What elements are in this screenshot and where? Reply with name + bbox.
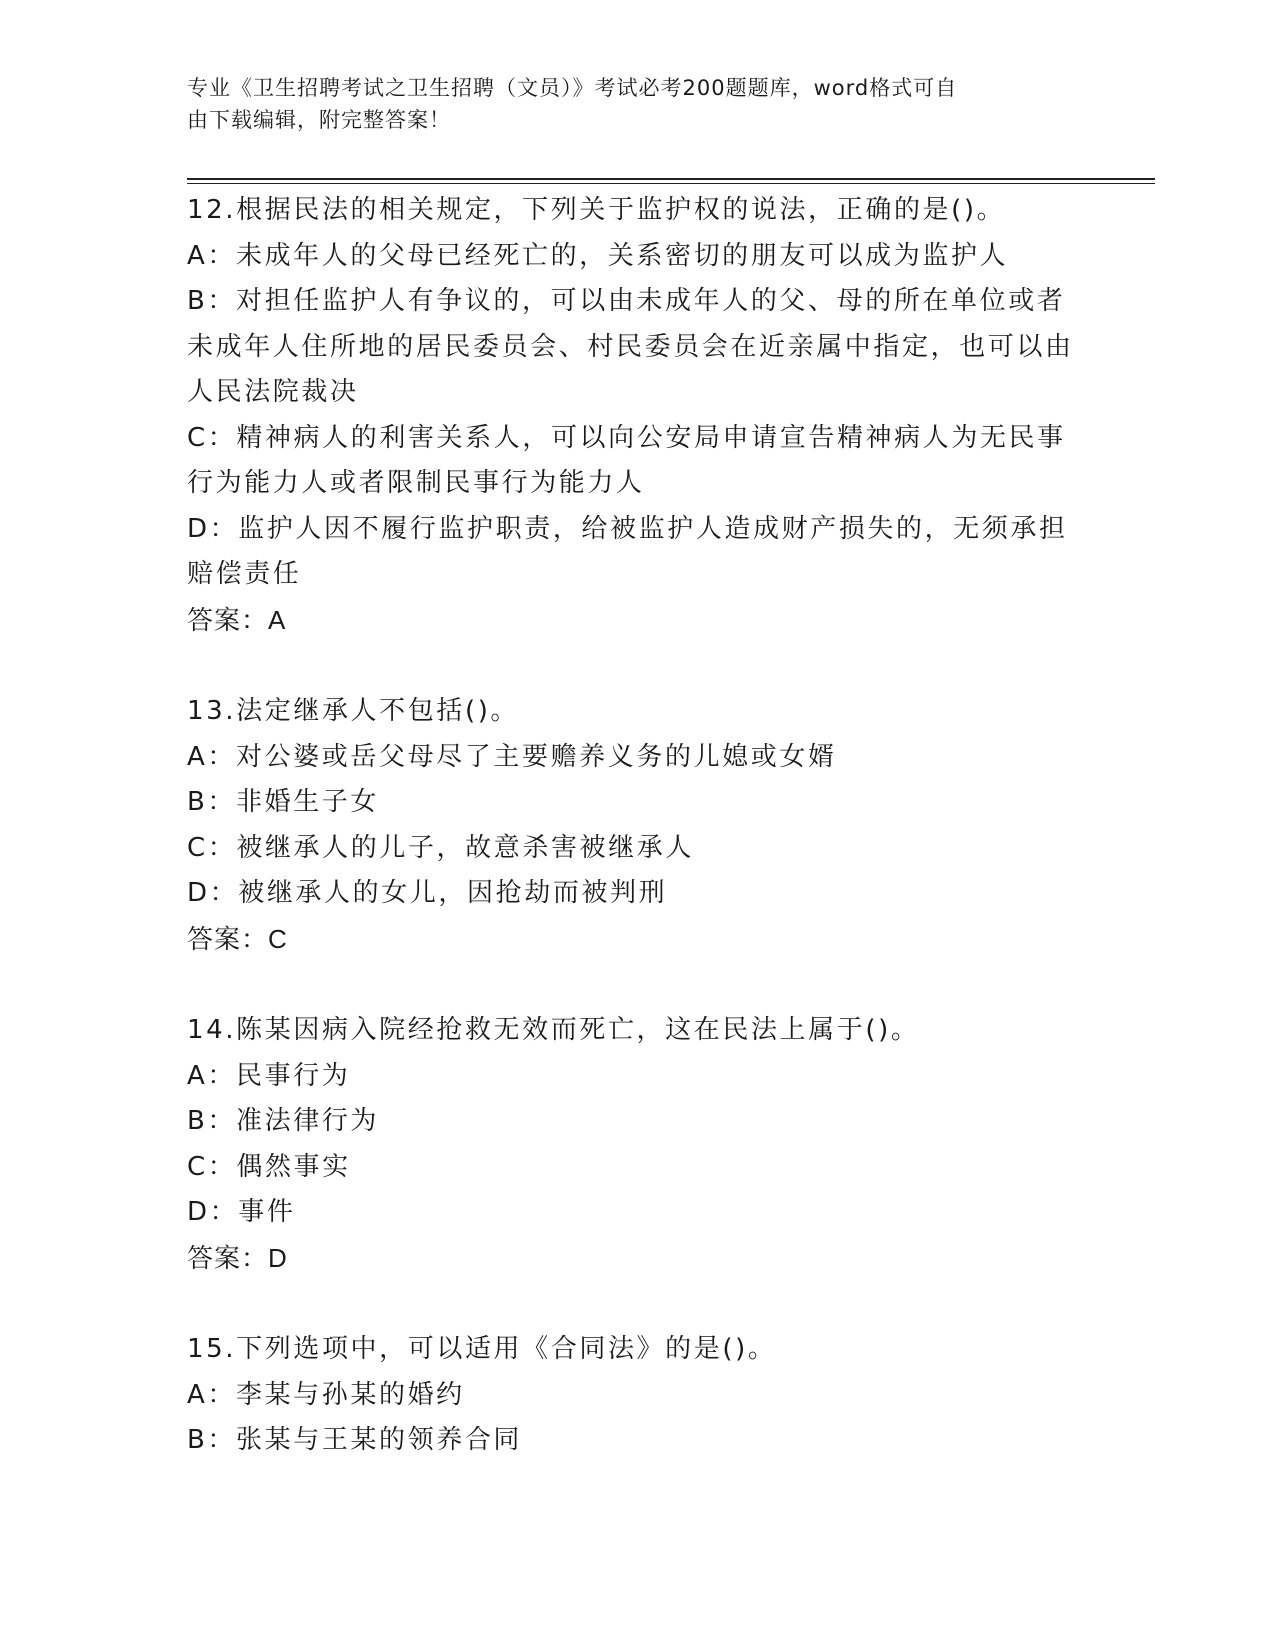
question-list (187, 188, 1087, 1510)
option-c: C：偶然事实 (187, 1151, 351, 1182)
header-divider-thin (187, 183, 1155, 184)
header-divider-thick (187, 178, 1155, 180)
option-d: D：事件 (187, 1197, 296, 1227)
option-b: B：非婚生子女 (187, 787, 380, 817)
question-stem: 14.陈某因病入院经抢救无效而死亡，这在民法上属于()。 (187, 1015, 920, 1045)
question-12 (187, 188, 1087, 643)
option-d: D：监护人因不履行监护职责，给被监护人造成财产损失的，无须承担赔偿责任 (187, 513, 1068, 589)
option-b: B：张某与王某的领养合同 (187, 1425, 523, 1455)
header-title-line-1: 专业《卫生招聘考试之卫生招聘（文员）》考试必考200题题库，word格式可自 (187, 76, 958, 100)
answer: 答案：C (187, 923, 288, 954)
question-13 (187, 689, 1087, 962)
option-c: C：被继承人的儿子，故意杀害被继承人 (187, 832, 694, 863)
header-title-line-2: 由下载编辑，附完整答案！ (187, 108, 451, 132)
answer: 答案：A (187, 604, 287, 635)
document-header (187, 72, 1067, 136)
question-stem: 12.根据民法的相关规定，下列关于监护权的说法，正确的是()。 (187, 195, 1006, 225)
answer: 答案：D (187, 1242, 288, 1273)
question-stem: 13.法定继承人不包括()。 (187, 696, 520, 726)
option-c: C：精神病人的利害关系人，可以向公安局申请宣告精神病人为无民事行为能力人或者限制民事行为能力人 (187, 422, 1066, 498)
option-a: A：对公婆或岳父母尽了主要赡养义务的儿媳或女婿 (187, 741, 837, 772)
option-b: B：准法律行为 (187, 1106, 380, 1136)
option-a: A：李某与孙某的婚约 (187, 1379, 465, 1410)
option-a: A：民事行为 (187, 1060, 351, 1091)
question-15 (187, 1327, 1087, 1464)
option-a: A：未成年人的父母已经死亡的，关系密切的朋友可以成为监护人 (187, 240, 1009, 271)
question-stem: 15.下列选项中，可以适用《合同法》的是()。 (187, 1334, 777, 1364)
option-d: D：被继承人的女儿，因抢劫而被判刑 (187, 878, 668, 908)
option-b: B：对担任监护人有争议的，可以由未成年人的父、母的所在单位或者未成年人住所地的居民委员会、村民委员会在近亲属中指定，也可以由人民法院裁决 (187, 286, 1074, 407)
question-14 (187, 1008, 1087, 1281)
